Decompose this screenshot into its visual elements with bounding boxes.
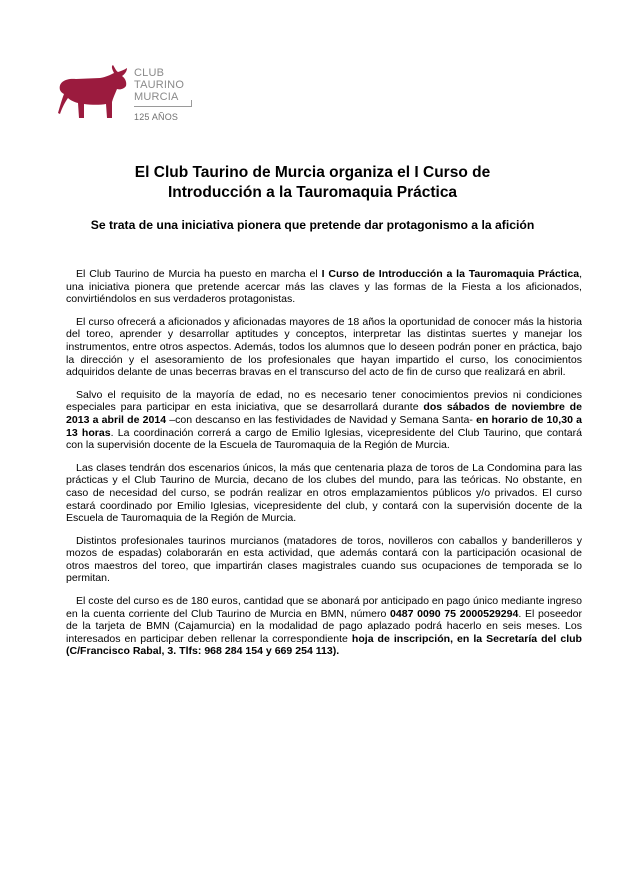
logo-line-club: CLUB [134, 67, 165, 79]
p6-text-c: . El poseedor de la tarjeta de BMN (Cajamurcia) en la modalidad de pago aplazado podrá hacerlo en seis meses. Los interesados en participar deben rellenar la correspondiente [66, 607, 582, 645]
logo-line-taurino: TAURINO [134, 79, 185, 91]
p1-text-c: , una iniciativa pionera que pretende acercar más las claves y las formas de la Fiesta a los aficionados, convirtiéndolos en sus verdaderos protagonistas. [66, 268, 583, 306]
p3-bold-schedule: en horario de 10,30 a 13 horas [66, 413, 582, 439]
p6-text-a: El coste del curso es de 180 euros, cantidad que se abonará por anticipado en pago único mediante ingreso en la cuenta corriente del Club Taurino de Murcia en BMN, número [66, 595, 583, 620]
paragraph-5: Distintos profesionales taurinos murcianos (matadores de toros, novilleros con caballos y banderilleros y mozos de espadas) colaborarán en esta actividad, que además contará con la participación ocasional de otros maestros del toreo, que impartirán clases magistrales cuando sus ocupaciones de temporada se lo permitan. [66, 534, 582, 585]
p6-bold-registration: hoja de inscripción, en la Secretaría del club (C/Francisco Rabal, 3. Tlfs: 968 284 154 y 669 254 113). [66, 632, 583, 658]
p1-bold-course-name: I Curso de Introducción a la Tauromaquia Práctica [321, 268, 580, 280]
club-logo [54, 64, 214, 128]
p6-bold-account-number: 0487 0090 75 2000529294 [390, 607, 519, 620]
title-line-2: Introducción a la Tauromaquia Práctica [167, 184, 458, 201]
bull-silhouette [58, 65, 127, 118]
paragraph-3 [66, 389, 582, 452]
logo-line-murcia: MURCIA [134, 91, 179, 103]
title-line-1: El Club Taurino de Murcia organiza el I Curso de [134, 164, 491, 181]
bull-icon [54, 64, 132, 128]
paragraph-1 [66, 268, 582, 306]
article-body [66, 268, 582, 668]
paragraph-4: Las clases tendrán dos escenarios únicos, la más que centenaria plaza de toros de La Condomina para las prácticas y el Club Taurino de Murcia, decano de los clubes del mundo, para las teóricas. No obstante, en caso de necesidad del curso, se podrán realizar en otros emplazamientos públicos y/o privados. El curso estará coordinado por Emilio Iglesias, vicepresidente del club, y contará con la supervisión docente de la Escuela de Tauromaquia de la Región de Murcia. [66, 461, 582, 525]
page-subtitle: Se trata de una iniciativa pionera que pretende dar protagonismo a la afición [90, 218, 535, 232]
logo-anniversary: 125 AÑOS [134, 112, 179, 122]
logo-divider [134, 106, 192, 107]
p3-text-c: –con descanso en las festividades de Navidad y Semana Santa- [166, 413, 477, 426]
logo-divider-tick [191, 100, 192, 107]
paragraph-2: El curso ofrecerá a aficionados y aficionadas mayores de 18 años la oportunidad de conocer más la historia del toreo, aprender y desarrollar aptitudes y conceptos, interpretar las distintas suertes y manejar los instrumentos, entre otros aspectos. Además, todos los alumnos que lo deseen podrán poner en práctica, bajo la dirección y el asesoramiento de los profesionales que hayan impartido el curso, los conocimientos adquiridos delante de unas becerras bravas en el transcurso del acto de fin de curso que realizará en abril. [66, 315, 582, 379]
p3-text-e: . La coordinación correrá a cargo de Emilio Iglesias, vicepresidente del Club Taurino, que contará con la supervisión docente de la Escuela de Tauromaquia de la Región de Murcia. [66, 426, 582, 452]
p3-bold-dates: dos sábados de noviembre de 2013 a abril de 2014 [66, 401, 582, 426]
p3-text-a: Salvo el requisito de la mayoría de edad, no es necesario tener conocimientos previos ni condiciones especiales para participar en esta iniciativa, que se desarrollará durante [66, 388, 582, 414]
page-title [40, 163, 585, 203]
p1-text-a: El Club Taurino de Murcia ha puesto en marcha el [76, 268, 322, 280]
paragraph-6 [66, 595, 582, 658]
